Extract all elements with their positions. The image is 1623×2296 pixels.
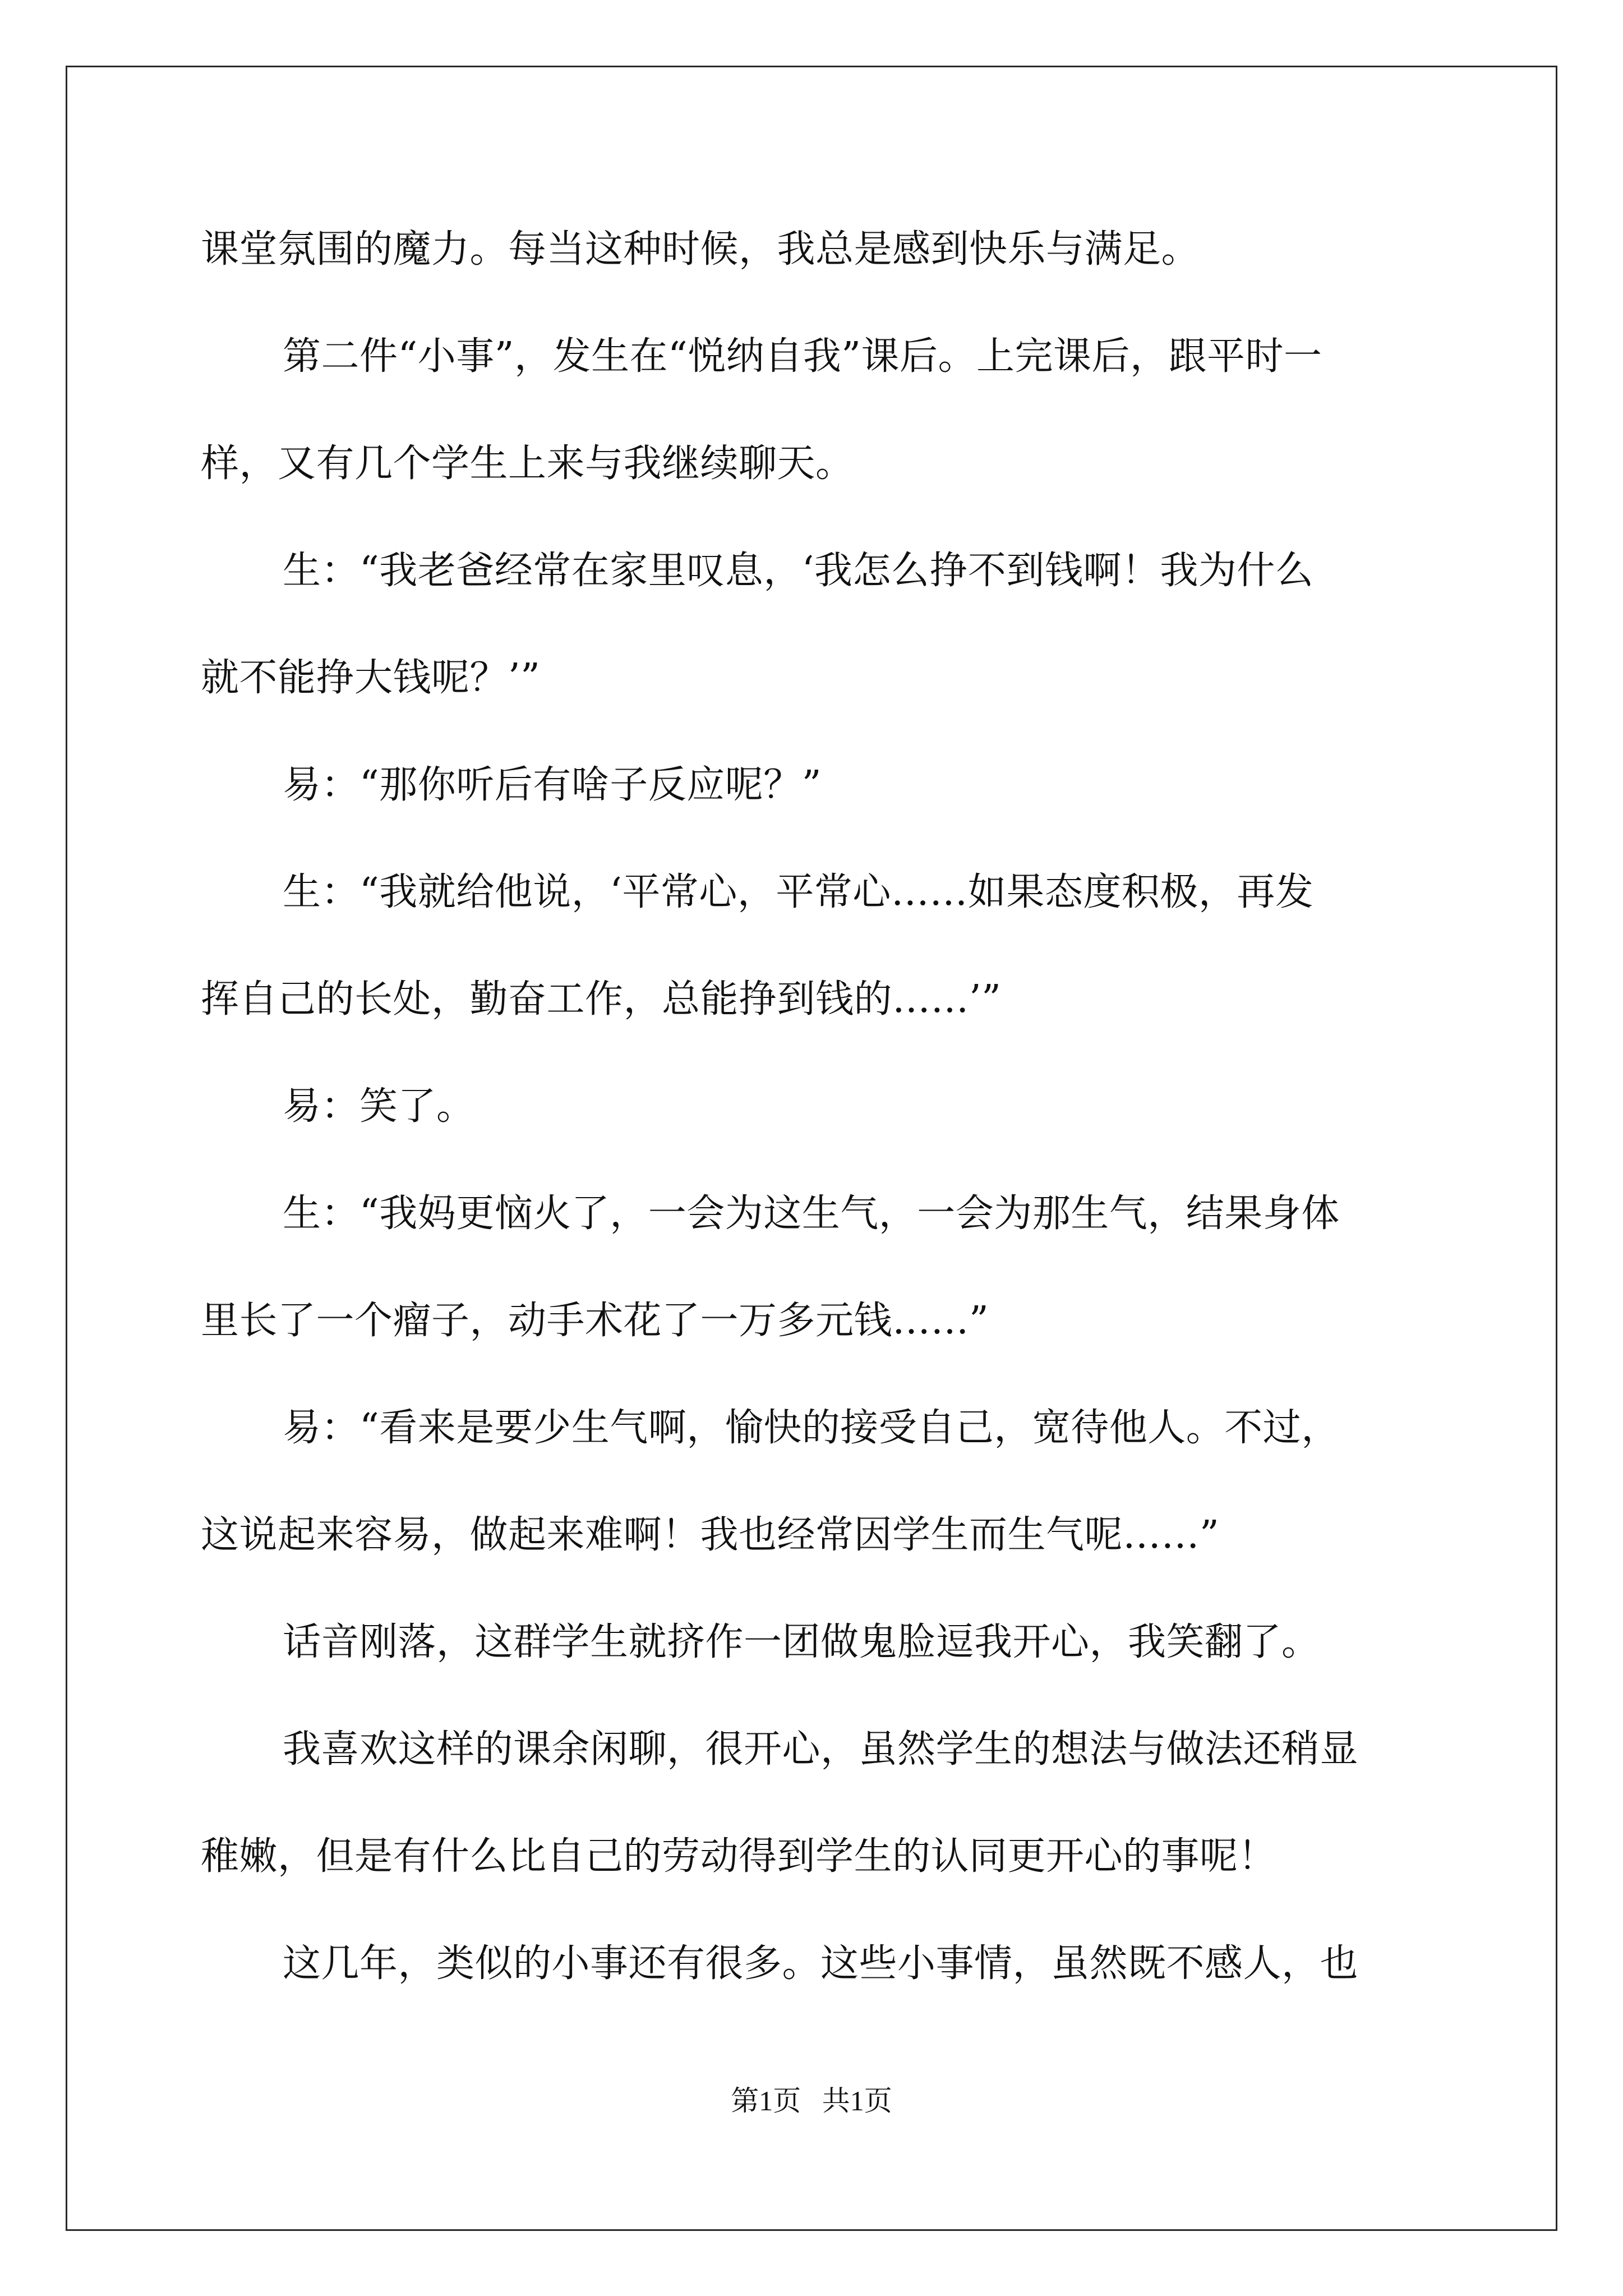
text-line-5: 就不能挣大钱呢？’”: [201, 656, 541, 700]
text-line-17: 这几年，类似的小事还有很多。这些小事情，虽然既不感人，也: [283, 1941, 1359, 1986]
text-line-4: 生：“我老爸经常在家里叹息，‘我怎么挣不到钱啊！我为什么: [283, 549, 1314, 593]
document-body: [201, 213, 1429, 2035]
text-line-7: 生：“我就给他说，‘平常心，平常心……如果态度积极，再发: [283, 870, 1314, 914]
text-line-10: 生：“我妈更恼火了，一会为这生气，一会为那生气，结果身体: [283, 1191, 1340, 1236]
text-line-12: 易：“看来是要少生气啊，愉快的接受自己，宽待他人。不过，: [283, 1406, 1340, 1450]
text-line-8: 挥自己的长处，勤奋工作，总能挣到钱的……’”: [201, 977, 1002, 1022]
text-line-14: 话音刚落，这群学生就挤作一团做鬼脸逗我开心，我笑翻了。: [283, 1620, 1320, 1664]
text-line-2: 第二件“小事”，发生在“悦纳自我”课后。上完课后，跟平时一: [283, 334, 1322, 379]
text-line-9: 易：笑了。: [283, 1084, 475, 1129]
text-line-1: 课堂氛围的魔力。每当这种时候，我总是感到快乐与满足。: [201, 227, 1200, 272]
text-line-16: 稚嫩，但是有什么比自己的劳动得到学生的认同更开心的事呢！: [201, 1834, 1277, 1879]
text-line-11: 里长了一个瘤子，动手术花了一万多元钱……”: [201, 1299, 989, 1343]
text-line-15: 我喜欢这样的课余闲聊，很开心，虽然学生的想法与做法还稍显: [283, 1727, 1359, 1772]
text-line-6: 易：“那你听后有啥子反应呢？”: [283, 763, 822, 807]
text-line-3: 样，又有几个学生上来与我继续聊天。: [201, 441, 854, 486]
page-footer: 第1页 共1页: [731, 2085, 892, 2116]
text-line-13: 这说起来容易，做起来难啊！我也经常因学生而生气呢……”: [201, 1513, 1220, 1557]
